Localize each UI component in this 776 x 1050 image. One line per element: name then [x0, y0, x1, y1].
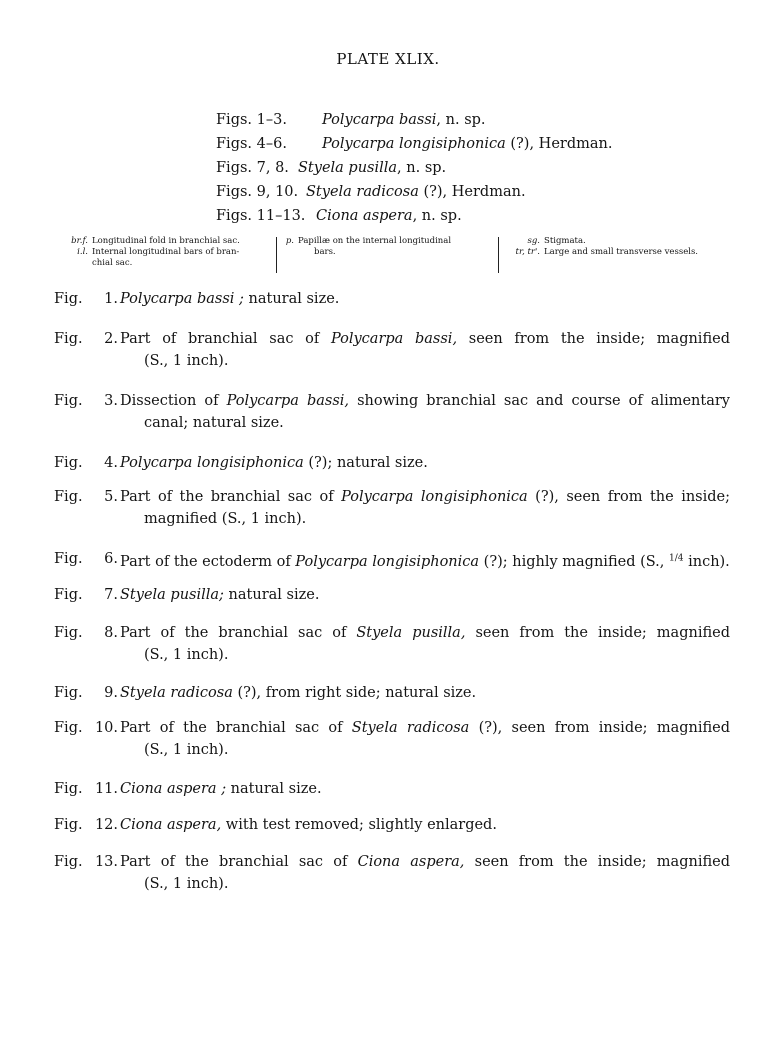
caption-line [120, 390, 730, 412]
figure-number: 13. [94, 854, 118, 870]
figure-label: Fig. [54, 817, 83, 833]
legend-item [62, 258, 240, 269]
caption-text: Part of branchial sac of [120, 331, 331, 347]
figure-description [120, 452, 730, 474]
summary-species: Polycarpa longisiphonica [322, 136, 506, 152]
figure-number: 11. [94, 781, 118, 797]
legend-item [504, 247, 698, 258]
species-name: Styela pusilla, [356, 625, 466, 641]
legend-item [504, 236, 698, 247]
caption-text: inch). [683, 554, 730, 571]
figure-caption [54, 328, 730, 372]
caption-text: (S., 1 inch). [144, 876, 229, 892]
legend-item [62, 236, 240, 247]
species-name: Ciona aspera, [120, 817, 222, 833]
caption-line [120, 873, 730, 895]
figure-description [120, 851, 730, 895]
summary-label: Figs. 11–13. [216, 208, 306, 224]
figure-caption [54, 288, 730, 310]
figure-label: Fig. [54, 854, 83, 870]
caption-line [120, 328, 730, 350]
legend-column [504, 236, 698, 258]
figure-label: Fig. [54, 587, 83, 603]
summary-row [216, 132, 612, 156]
caption-line [120, 685, 476, 701]
figure-description [120, 548, 730, 573]
figure-number: 9. [104, 685, 118, 701]
caption-text: with test removed; slightly enlarged. [221, 817, 497, 833]
summary-label: Figs. 4–6. [216, 136, 287, 152]
caption-line [120, 350, 730, 372]
figure-label: Fig. [54, 551, 83, 567]
caption-line [120, 781, 322, 797]
species-name: Styela radicosa [120, 685, 233, 701]
species-name: Polycarpa bassi, [226, 393, 350, 409]
summary-suffix: , n. sp. [412, 208, 462, 224]
legend-divider [498, 237, 499, 273]
summary-species: Styela pusilla [298, 160, 398, 176]
figure-label: Fig. [54, 393, 83, 409]
figure-description [120, 288, 730, 310]
figure-caption [54, 778, 730, 800]
figure-label: Fig. [54, 455, 83, 471]
summary-label: Figs. 1–3. [216, 112, 287, 128]
figure-description [120, 717, 730, 761]
figure-label: Fig. [54, 291, 83, 307]
figure-description [120, 778, 730, 800]
figure-label: Fig. [54, 489, 83, 505]
caption-text: seen from the inside; magnified [465, 625, 730, 641]
caption-line [120, 851, 730, 873]
species-name: Polycarpa longisiphonica [341, 489, 528, 505]
species-name: Polycarpa bassi, [330, 331, 458, 347]
caption-text: (S., 1 inch). [144, 647, 229, 663]
caption-text: Dissection of [120, 393, 227, 409]
caption-text: (?); highly magnified (S., [479, 554, 669, 571]
summary-row [216, 156, 612, 180]
caption-text: (?), from right side; natural size. [232, 685, 477, 701]
summary-suffix: , n. sp. [436, 112, 486, 128]
figure-summary [216, 108, 612, 228]
summary-suffix: (?), Herdman. [505, 136, 613, 152]
summary-species: Polycarpa bassi [322, 112, 437, 128]
summary-species: Ciona aspera [316, 208, 413, 224]
caption-line [120, 455, 428, 471]
legend-item [284, 247, 451, 258]
caption-text: natural size. [243, 291, 340, 307]
caption-line [120, 486, 730, 508]
summary-suffix: (?), Herdman. [418, 184, 526, 200]
species-name: Styela radicosa [351, 720, 470, 736]
figure-caption [54, 390, 730, 434]
caption-line [120, 817, 497, 833]
legend-item [284, 236, 451, 247]
figure-caption [54, 622, 730, 666]
abbreviation-legend [62, 236, 730, 276]
summary-suffix: , n. sp. [397, 160, 447, 176]
caption-text: natural size. [223, 587, 320, 603]
figure-caption [54, 486, 730, 530]
figure-label: Fig. [54, 720, 83, 736]
summary-row [216, 108, 612, 132]
summary-label: Figs. 9, 10. [216, 184, 299, 200]
caption-text: Part of the ectoderm of [120, 554, 296, 571]
caption-text: (?); natural size. [303, 455, 428, 471]
legend-text: Stigmata. [544, 236, 586, 246]
caption-text: natural size. [226, 781, 322, 797]
caption-text: (?), seen from the inside; [527, 489, 731, 505]
legend-text: Internal longitudinal bars of bran- [92, 247, 240, 257]
figure-description [120, 486, 730, 530]
figure-label: Fig. [54, 625, 83, 641]
figure-number: 2. [104, 331, 118, 347]
legend-text: Longitudinal fold in branchial sac. [92, 236, 240, 246]
figure-number: 7. [104, 587, 118, 603]
figure-number: 12. [94, 817, 118, 833]
figure-description [120, 682, 730, 704]
caption-text: (?), seen from inside; magnified [469, 720, 731, 736]
caption-text: showing branchial sac and course of alimentary [349, 393, 730, 409]
caption-text: canal; natural size. [144, 415, 284, 431]
figure-caption [54, 584, 730, 606]
caption-text: seen from the inside; magnified [457, 331, 730, 347]
caption-text: Part of the branchial sac of [120, 625, 357, 641]
legend-item [62, 247, 240, 258]
species-name: Ciona aspera ; [120, 781, 227, 797]
figure-caption [54, 717, 730, 761]
caption-line [120, 587, 319, 603]
species-name: Polycarpa longisiphonica [295, 554, 480, 571]
figure-caption [54, 548, 730, 573]
legend-column [62, 236, 240, 269]
caption-text: magnified (S., 1 inch). [144, 511, 307, 527]
legend-abbr: sg. [527, 236, 540, 246]
figure-description [120, 390, 730, 434]
caption-text: Part of the branchial sac of [120, 489, 342, 505]
caption-line [120, 554, 730, 570]
legend-abbr: i.l. [77, 247, 88, 257]
caption-line [120, 508, 730, 530]
caption-line [120, 412, 730, 434]
species-name: Styela pusilla; [120, 587, 224, 603]
plate-title: PLATE XLIX. [336, 50, 440, 68]
figure-label: Fig. [54, 781, 83, 797]
summary-row [216, 204, 612, 228]
figure-number: 6. [104, 551, 118, 567]
fraction: 1/4 [669, 554, 684, 564]
figure-number: 1. [104, 291, 118, 307]
figure-label: Fig. [54, 685, 83, 701]
species-name: Polycarpa bassi ; [120, 291, 244, 307]
caption-line [120, 644, 730, 666]
legend-text: chial sac. [92, 258, 133, 268]
figure-number: 5. [104, 489, 118, 505]
figure-caption [54, 814, 730, 836]
caption-text: (S., 1 inch). [144, 353, 229, 369]
species-name: Ciona aspera, [357, 854, 465, 870]
figure-description [120, 622, 730, 666]
caption-line [120, 622, 730, 644]
legend-abbr: p. [285, 236, 294, 246]
summary-label: Figs. 7, 8. [216, 160, 289, 176]
figure-description [120, 814, 730, 836]
legend-text: Large and small transverse vessels. [544, 247, 699, 257]
figure-number: 3. [104, 393, 118, 409]
caption-text: Part of the branchial sac of [120, 854, 358, 870]
legend-abbr: br.f. [71, 236, 88, 246]
species-name: Polycarpa longisiphonica [120, 455, 304, 471]
caption-line [120, 717, 730, 739]
caption-text: (S., 1 inch). [144, 742, 229, 758]
caption-text: Part of the branchial sac of [120, 720, 352, 736]
figure-number: 4. [104, 455, 118, 471]
figure-description [120, 328, 730, 372]
legend-column [284, 236, 451, 258]
caption-text: seen from the inside; magnified [464, 854, 730, 870]
figure-label: Fig. [54, 331, 83, 347]
summary-row [216, 180, 612, 204]
figure-number: 10. [94, 720, 118, 736]
figure-number: 8. [104, 625, 118, 641]
figure-caption [54, 452, 730, 474]
figure-caption [54, 851, 730, 895]
legend-divider [276, 237, 277, 273]
figure-description [120, 584, 730, 606]
legend-abbr: tr, tr'. [515, 247, 540, 257]
legend-text: bars. [314, 247, 336, 257]
figure-caption [54, 682, 730, 704]
caption-line [120, 739, 730, 761]
legend-text: Papillæ on the internal longitudinal [298, 236, 452, 246]
caption-line [120, 291, 339, 307]
summary-species: Styela radicosa [306, 184, 419, 200]
